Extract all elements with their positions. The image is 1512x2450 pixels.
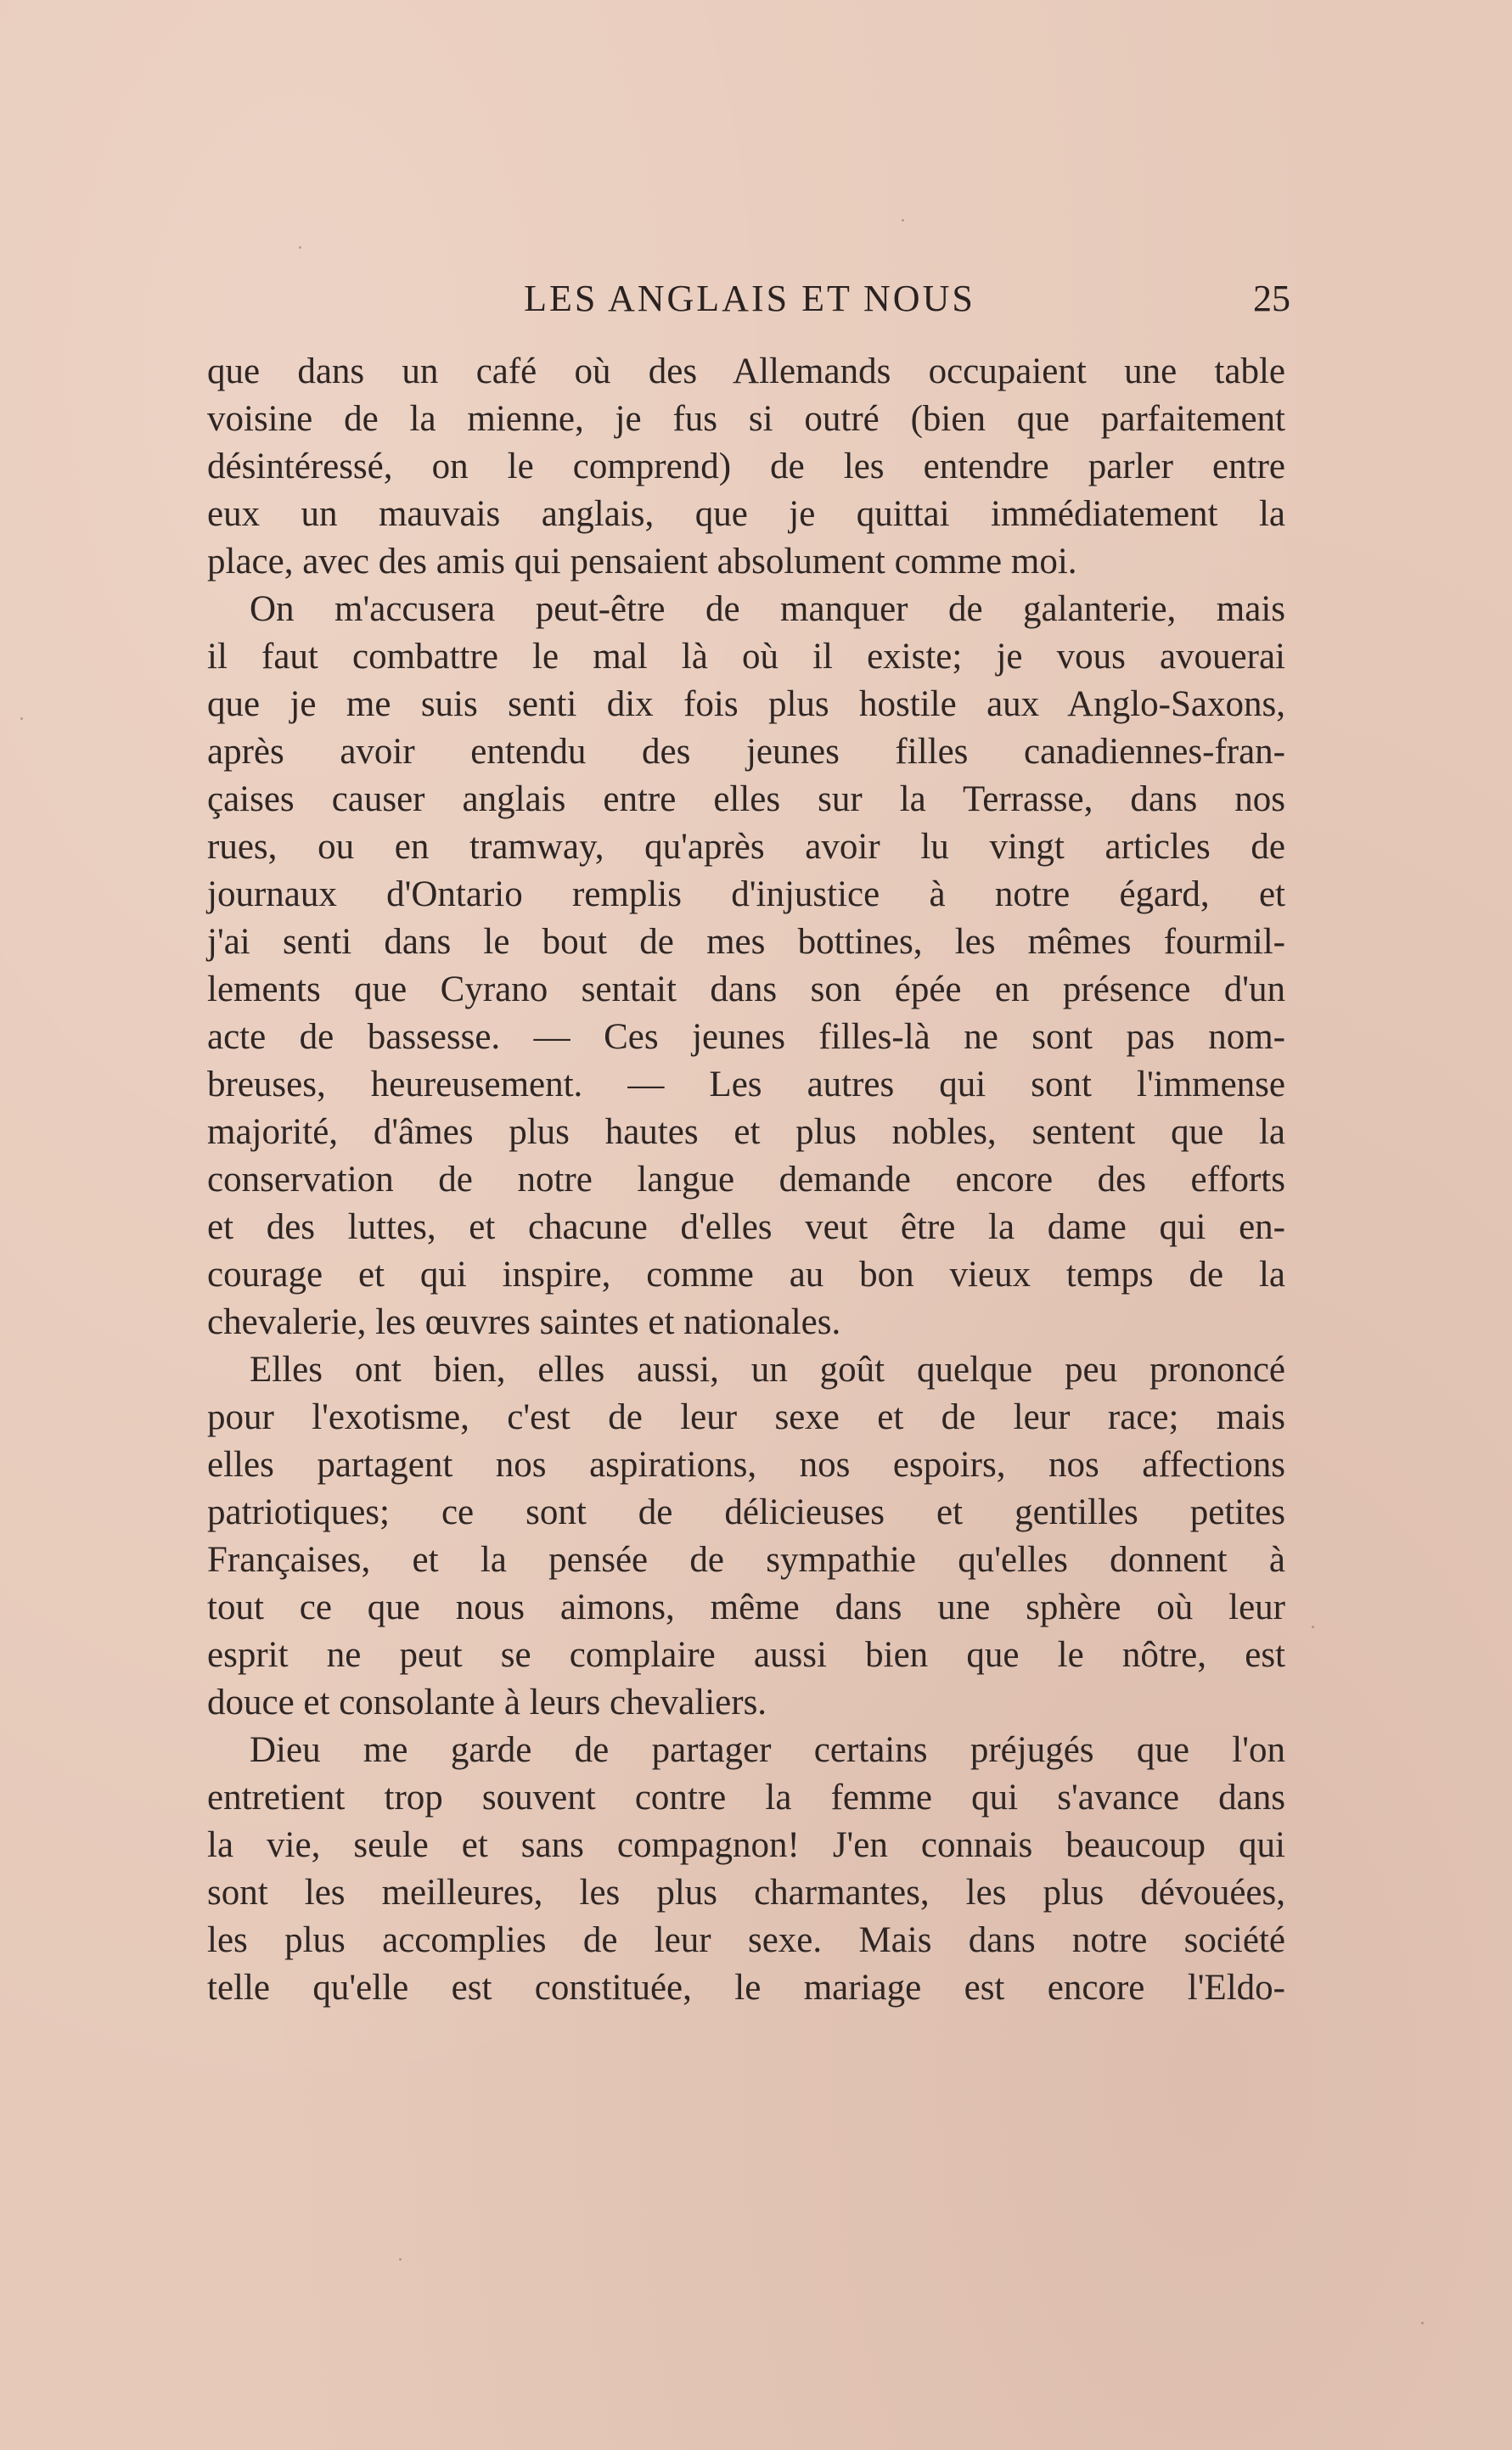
running-title: LES ANGLAIS ET NOUS (524, 278, 975, 319)
text-line: sont les meilleures, les plus charmantes, les plus dévouées, (207, 1873, 1285, 1913)
text-line: que je me suis senti dix fois plus hostile aux Anglo-Saxons, (207, 684, 1285, 724)
paper-speck (399, 2258, 402, 2261)
text-line: On m'accusera peut-être de manquer de galanterie, mais (250, 589, 1285, 629)
text-line: il faut combattre le mal là où il existe; je vous avouerai (207, 637, 1285, 677)
text-line: eux un mauvais anglais, que je quittai immédiatement la (207, 494, 1285, 534)
text-line: et des luttes, et chacune d'elles veut être la dame qui en- (207, 1207, 1285, 1247)
body-text (207, 348, 1285, 2012)
text-line: chevalerie, les œuvres saintes et nationales. (207, 1302, 841, 1342)
text-line: tout ce que nous aimons, même dans une sphère où leur (207, 1587, 1285, 1627)
text-line: courage et qui inspire, comme au bon vieux temps de la (207, 1255, 1285, 1295)
text-line: Elles ont bien, elles aussi, un goût quelque peu prononcé (250, 1350, 1285, 1390)
text-line: désintéressé, on le comprend) de les entendre parler entre (207, 447, 1285, 486)
text-line: esprit ne peut se complaire aussi bien que le nôtre, est (207, 1635, 1285, 1675)
text-line: pour l'exotisme, c'est de leur sexe et de leur race; mais (207, 1397, 1285, 1437)
text-line: Dieu me garde de partager certains préjugés que l'on (250, 1730, 1285, 1770)
text-line: la vie, seule et sans compagnon! J'en connais beaucoup qui (207, 1825, 1285, 1865)
paper-speck (1421, 2322, 1424, 2324)
running-head (209, 277, 1290, 328)
text-line: telle qu'elle est constituée, le mariage est encore l'Eldo- (207, 1968, 1285, 2008)
text-line: elles partagent nos aspirations, nos espoirs, nos affections (207, 1445, 1285, 1485)
page-number: 25 (1253, 278, 1290, 319)
text-line: conservation de notre langue demande encore des efforts (207, 1160, 1285, 1200)
text-line: j'ai senti dans le bout de mes bottines, les mêmes fourmil- (207, 922, 1285, 962)
paper-speck (1312, 1626, 1314, 1628)
text-line: patriotiques; ce sont de délicieuses et gentilles petites (207, 1492, 1285, 1532)
paper-speck (902, 219, 904, 222)
text-line: rues, ou en tramway, qu'après avoir lu vingt articles de (207, 827, 1285, 867)
text-line: journaux d'Ontario remplis d'injustice à notre égard, et (207, 874, 1285, 914)
text-line: place, avec des amis qui pensaient absolument comme moi. (207, 542, 1077, 582)
text-line: après avoir entendu des jeunes filles canadiennes-fran- (207, 732, 1285, 772)
text-line: acte de bassesse. — Ces jeunes filles-là ne sont pas nom- (207, 1017, 1285, 1057)
text-line: douce et consolante à leurs chevaliers. (207, 1683, 767, 1722)
text-line: lements que Cyrano sentait dans son épée en présence d'un (207, 969, 1285, 1009)
text-line: voisine de la mienne, je fus si outré (bien que parfaitement (207, 399, 1285, 439)
text-line: Françaises, et la pensée de sympathie qu'elles donnent à (207, 1540, 1285, 1580)
text-line: majorité, d'âmes plus hautes et plus nobles, sentent que la (207, 1112, 1285, 1152)
paper-speck (20, 717, 23, 720)
text-line: çaises causer anglais entre elles sur la Terrasse, dans nos (207, 779, 1285, 819)
paper-speck (299, 246, 301, 249)
text-line: entretient trop souvent contre la femme qui s'avance dans (207, 1778, 1285, 1818)
text-line: que dans un café où des Allemands occupaient une table (207, 351, 1285, 391)
text-line: les plus accomplies de leur sexe. Mais dans notre société (207, 1920, 1285, 1960)
text-line: breuses, heureusement. — Les autres qui sont l'immense (207, 1065, 1285, 1104)
